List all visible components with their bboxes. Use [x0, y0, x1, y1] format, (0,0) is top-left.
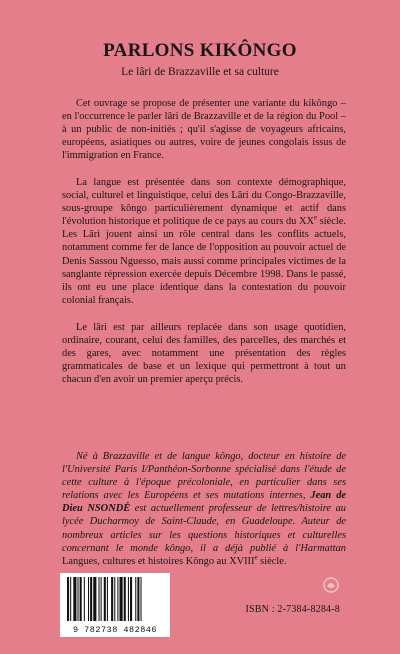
book-subtitle: Le lâri de Brazzaville et sa culture [121, 66, 279, 78]
author-name: Jean de Dieu NSONDÉ [62, 490, 347, 515]
paragraph-usage: Le lâri est par ailleurs replacée dans son usage quotidien, ordinaire, courant, celui des familles, des parcelles, des marchés et des gares, avec notamment une présentation des règles grammaticales de base et un lexique qui permettront à tout un chacun d'en avoir un premier aperçu précis. [62, 322, 346, 386]
paragraph-context-part-a: La langue est présentée dans son contexte démographique, social, culturel et linguistique, celui des Lâri du Congo-Brazzaville, sous-groupe kôngo particulièrement dynamique et actif dans l'évolution historique et politique de ce pays au cours du XX [62, 177, 346, 228]
barcode [60, 573, 170, 637]
paragraph-author-bio [62, 450, 346, 568]
paragraph-context [62, 176, 346, 307]
author-bio-part-b: est actuellement professeur de lettres/histoire au lycée Ducharmoy de Saint-Claude, en Guadeloupe. Auteur de nombreux articles sur les questions historiques et culturelles concernant le monde kôngo, il a déjà publié à l'Harmattan [62, 503, 347, 554]
book-title: PARLONS KIKÔNGO [103, 40, 297, 61]
author-bio-part-c: siècle. [257, 555, 287, 567]
paragraph-intro: Cet ouvrage se propose de présenter une variante du kikôngo – en l'occurrence le parler lâri de Brazzaville et de la région du Pool – à un public de non-initiés ; qu'il s'agisse de voyageurs africains, européens, asiatiques ou autres, voire de jeunes congolais issus de l'immigration en France. [62, 98, 346, 162]
author-bio-part-a: Né à Brazzaville et de langue kôngo, docteur en histoire de l'Université Paris I/Panthéon-Sorbonne spécialisé dans l'étude de cette culture à l'époque précoloniale, en particulier dans ses relations avec les Européens et ses mutations internes, [62, 451, 346, 502]
paragraph-context-part-b: siècle. Les Lâri jouent ainsi un rôle central dans les conflits actuels, notamment comme fer de lance de l'opposition au pouvoir actuel de Denis Sassou Nguesso, mais aussi comme principales victimes de la sanglante répression exercée depuis Décembre 1998. Dans le passé, ils ont eu une place identique dans la contestation du pouvoir colonial français. [62, 216, 346, 306]
isbn: ISBN : 2-7384-8284-8 [245, 604, 340, 615]
book-reference: Langues, cultures et histoires Kôngo au XVIII [62, 555, 255, 567]
book-century-superscript: e [254, 553, 258, 562]
century-superscript: e [314, 213, 318, 222]
barcode-bars [67, 577, 163, 621]
barcode-digits: 9 782738 482846 [72, 625, 157, 635]
publisher-logo-icon [322, 576, 340, 594]
